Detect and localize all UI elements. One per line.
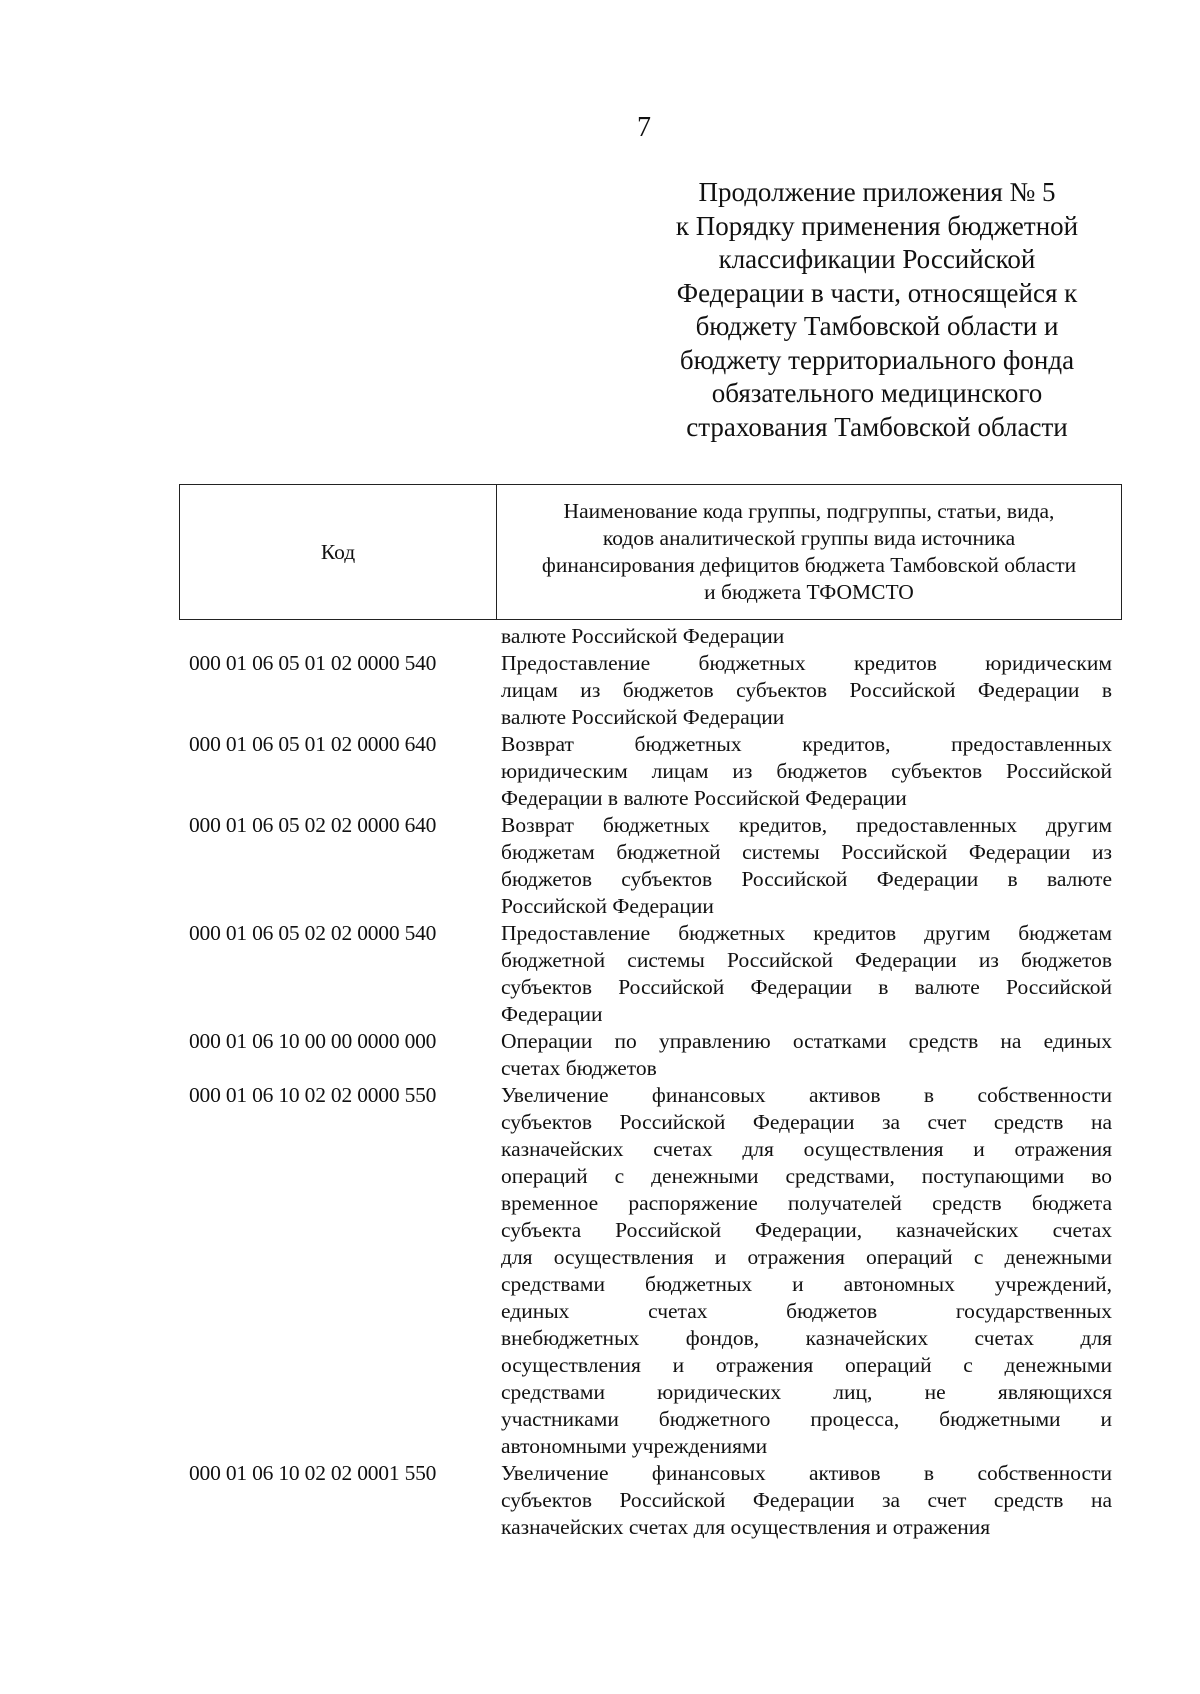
row-code: 000 01 06 05 02 02 0000 540 (189, 921, 437, 945)
row-description (501, 1028, 1112, 1082)
description-line: автономными учреждениями (501, 1434, 768, 1458)
description-line: казначейских счетах для осуществления и отражения (501, 1137, 1112, 1161)
annex-line: классификации Российской (718, 244, 1036, 274)
description-line: Федерации (501, 1002, 603, 1026)
table-row (179, 731, 1122, 812)
table-row (179, 1460, 1122, 1541)
description-line: субъектов Российской Федерации за счет средств на (501, 1110, 1112, 1134)
description-line: валюте Российской Федерации (501, 705, 785, 729)
description-line: счетах бюджетов (501, 1056, 657, 1080)
table-row (179, 650, 1122, 731)
description-line: Предоставление бюджетных кредитов юридическим (501, 651, 1112, 675)
column-header-line: кодов аналитической группы вида источника (602, 526, 1016, 550)
description-line: бюджетной системы Российской Федерации из бюджетов (501, 948, 1112, 972)
description-line: субъекта Российской Федерации, казначейских счетах (501, 1218, 1112, 1242)
page-number: 7 (637, 112, 651, 143)
description-line: бюджетам бюджетной системы Российской Федерации из (501, 840, 1112, 864)
description-line: Увеличение финансовых активов в собственности (501, 1083, 1112, 1107)
annex-line: бюджету территориального фонда (679, 344, 1075, 375)
table-row (179, 1082, 1122, 1460)
row-code: 000 01 06 10 02 02 0001 550 (189, 1461, 437, 1485)
annex-line: обязательного медицинского (711, 378, 1043, 408)
description-line: Предоставление бюджетных кредитов другим бюджетам (501, 921, 1112, 945)
row-description (501, 623, 1112, 650)
description-line: бюджетов субъектов Российской Федерации в валюте (501, 867, 1112, 891)
row-code: 000 01 06 05 01 02 0000 640 (189, 732, 437, 756)
row-description (501, 731, 1112, 812)
annex-line: Федерации в части, относящейся к (676, 277, 1078, 308)
description-line: Возврат бюджетных кредитов, предоставленных (501, 732, 1112, 756)
description-line: Возврат бюджетных кредитов, предоставленных другим (501, 813, 1112, 837)
description-line: лицам из бюджетов субъектов Российской Федерации в (501, 678, 1112, 702)
table-row (179, 920, 1122, 1028)
description-line: Федерации в валюте Российской Федерации (501, 786, 907, 810)
annex-line: к Порядку применения бюджетной (675, 210, 1079, 241)
description-line: субъектов Российской Федерации за счет средств на (501, 1488, 1112, 1512)
description-line: для осуществления и отражения операций с денежными (501, 1245, 1112, 1269)
description-line: средствами бюджетных и автономных учреждений, (501, 1272, 1112, 1296)
description-line: Российской Федерации (501, 894, 714, 918)
table-body (179, 623, 1122, 1541)
annex-heading (632, 176, 1122, 444)
table-row (179, 812, 1122, 920)
row-description (501, 812, 1112, 920)
row-description (501, 1460, 1112, 1541)
table-row (179, 623, 1122, 650)
row-description (501, 920, 1112, 1028)
description-line: операций с денежными средствами, поступающими во (501, 1164, 1112, 1188)
description-line: Увеличение финансовых активов в собственности (501, 1461, 1112, 1485)
row-code (179, 623, 501, 650)
description-line: субъектов Российской Федерации в валюте Российской (501, 975, 1112, 999)
row-code: 000 01 06 05 02 02 0000 640 (189, 813, 437, 837)
table-header (179, 484, 1122, 620)
column-header-line: финансирования дефицитов бюджета Тамбовской области (541, 553, 1077, 577)
row-description (501, 650, 1112, 731)
row-description (501, 1082, 1112, 1460)
annex-line: Продолжение приложения № 5 (698, 177, 1056, 207)
row-code: 000 01 06 10 00 00 0000 000 (189, 1029, 437, 1053)
description-line: участниками бюджетного процесса, бюджетными и (501, 1407, 1112, 1431)
description-line: средствами юридических лиц, не являющихся (501, 1380, 1112, 1404)
description-line: юридическим лицам из бюджетов субъектов Российской (501, 759, 1112, 783)
description-line: осуществления и отражения операций с денежными (501, 1353, 1112, 1377)
description-line: временное распоряжение получателей средств бюджета (501, 1191, 1112, 1215)
description-line: внебюджетных фондов, казначейских счетах для (501, 1326, 1112, 1350)
description-line: Операции по управлению остатками средств на единых (501, 1029, 1112, 1053)
column-header-description (497, 485, 1122, 620)
column-header-code: Код (180, 485, 497, 620)
row-code: 000 01 06 05 01 02 0000 540 (189, 651, 437, 675)
annex-line: бюджету Тамбовской области и (695, 311, 1059, 341)
description-line: валюте Российской Федерации (501, 624, 785, 648)
description-line: казначейских счетах для осуществления и отражения (501, 1515, 991, 1539)
table-row (179, 1028, 1122, 1082)
column-header-line: и бюджета ТФОМСТО (704, 580, 914, 604)
row-code: 000 01 06 10 02 02 0000 550 (189, 1083, 437, 1107)
column-header-line: Наименование кода группы, подгруппы, статьи, вида, (563, 499, 1055, 523)
annex-line: страхования Тамбовской области (686, 411, 1068, 442)
description-line: единых счетах бюджетов государственных (501, 1299, 1112, 1323)
